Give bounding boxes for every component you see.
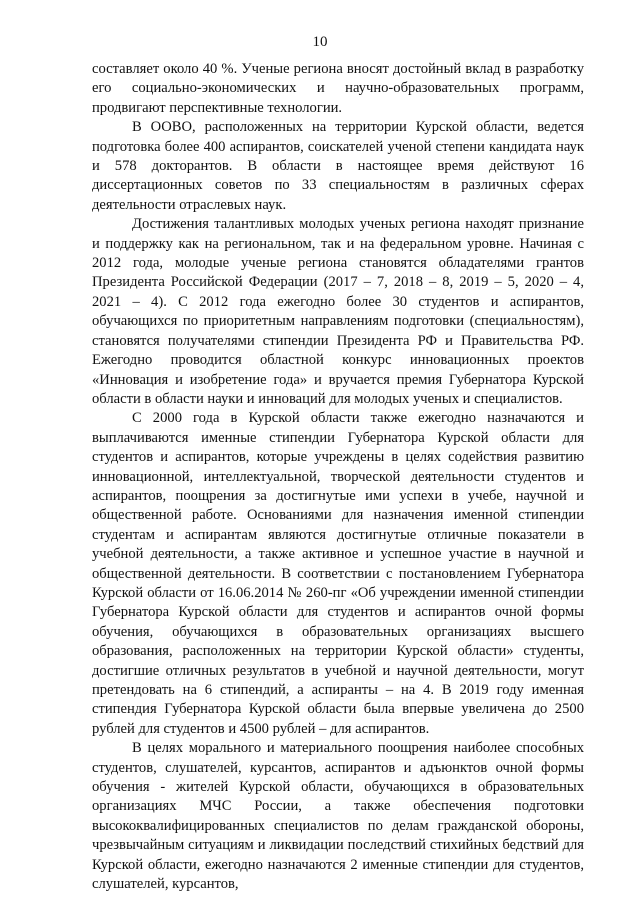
paragraph: Достижения талантливых молодых ученых региона находят признание и поддержку как на региональном, так и на федеральном уровне. Начиная с 2012 года, молодые ученые региона становятся обладателями грантов Президента Российской Федерации (2017 – 7, 2018 – 8, 2019 – 5, 2020 – 4, 2021 – 4). С 2012 года ежегодно более 30 студентов и аспирантов, обучающихся по приоритетным направлениям подготовки (специальностям), становятся получателями стипендии Президента РФ и Правительства РФ. Ежегодно проводится областной конкурс инновационных проектов «Инновация и изобретение года» и вручается премия Губернатора Курской области в области науки и инноваций для молодых ученых и специалистов. [92,216,584,407]
page-number: 10 [312,34,328,50]
paragraph: С 2000 года в Курской области также ежегодно назначаются и выплачиваются именные стипендии Губернатора Курской области для студентов и аспирантов, которые учреждены в целях содействия развитию инновационной, интеллектуальной, творческой деятельности студентов и аспирантов, поощрения за достигнутые ими успехи в учебе, научной и общественной работе. Основаниями для назначения именной стипендии студентам и аспирантам являются достигнутые отличные показатели в учебной деятельности, а также активное и успешное участие в научной и общественной деятельности. В соответствии с постановлением Губернатора Курской области от 16.06.2014 № 260-пг «Об учреждении именной стипендии Губернатора Курской области для студентов и аспирантов очной формы обучения, обучающихся в образовательных организациях высшего образования, расположенных на территории Курской области» студенты, достигшие отличных результатов в учебной и научной деятельности, могут претендовать на 6 стипендий, а аспиранты – на 4. В 2019 году именная стипендия Губернатора Курской области была впервые увеличена до 2500 рублей для студентов и 4500 рублей – для аспирантов. [92,410,584,737]
paragraph: составляет около 40 %. Ученые региона вносят достойный вклад в разработку его социально-экономических и научно-образовательных программ, продвигают перспективные технологии. [92,61,584,116]
document-body [92,60,584,894]
paragraph: В целях морального и материального поощрения наиболее способных студентов, слушателей, курсантов, аспирантов и адъюнктов очной формы обучения - жителей Курской области, обучающихся в образовательных организациях МЧС России, а также обеспечения подготовки высококвалифицированных специалистов по делам гражданской обороны, чрезвычайным ситуациям и ликвидации последствий стихийных бедствий для Курской области, ежегодно назначаются 2 именные стипендии для студентов, слушателей, курсантов, [92,740,584,893]
paragraph: В ООВО, расположенных на территории Курской области, ведется подготовка более 400 аспирантов, соискателей ученой степени кандидата наук и 578 докторантов. В области в настоящее время действуют 16 диссертационных советов по 33 специальностям в различных сферах деятельности отраслевых наук. [92,119,584,213]
